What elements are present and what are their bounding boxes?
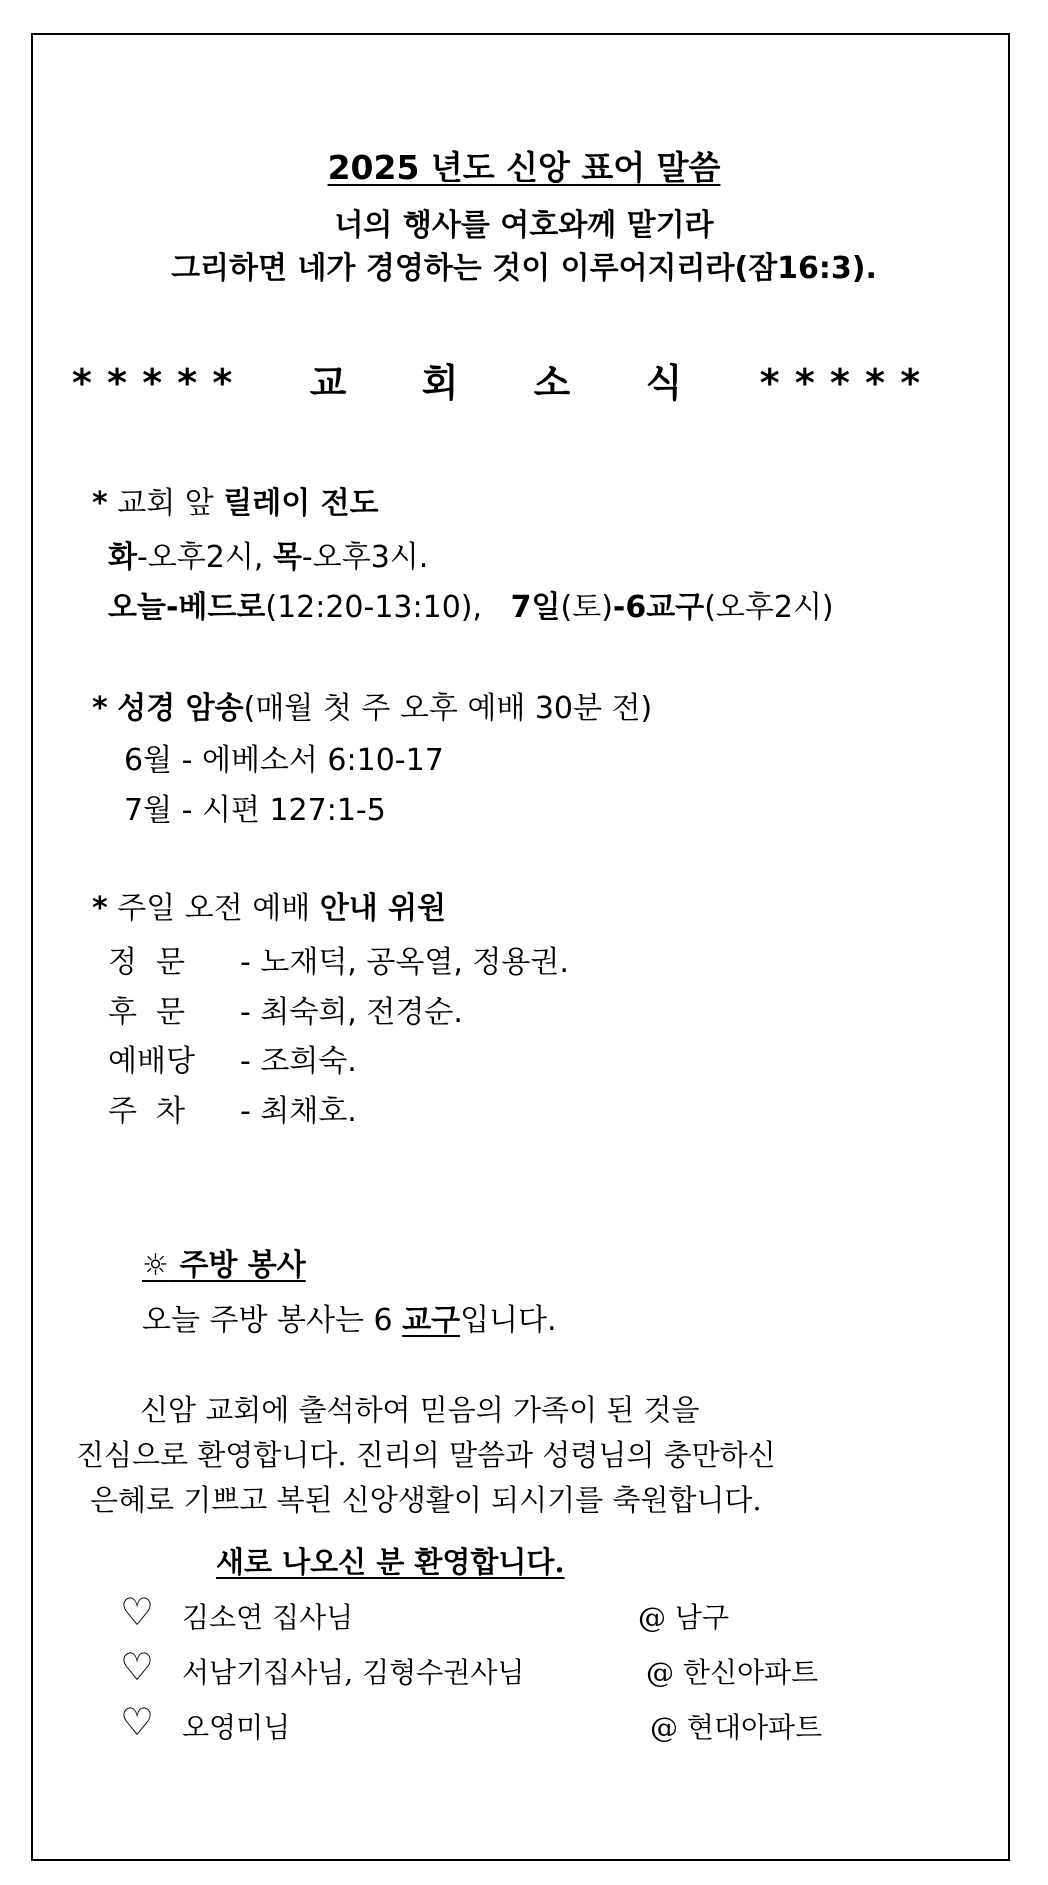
newcomer-row bbox=[120, 1590, 880, 1634]
sun-icon: ☼ bbox=[142, 1248, 169, 1283]
welcome-line-2: 진심으로 환영합니다. 진리의 말씀과 성령님의 충만하신 bbox=[76, 1438, 776, 1472]
verse-line-1: 너의 행사를 여호와께 맡기라 bbox=[334, 208, 714, 243]
welcome-line-1: 신암 교회에 출석하여 믿음의 가족이 된 것을 bbox=[140, 1393, 700, 1427]
welcome-line-3: 은혜로 기쁘고 복된 신앙생활이 되시기를 축원합니다. bbox=[90, 1483, 762, 1517]
newcomer-name: 오영미님 bbox=[182, 1711, 291, 1744]
newcomer-name: 김소연 집사님 bbox=[182, 1601, 354, 1634]
newcomer-name: 서남기집사님, 김형수권사님 bbox=[182, 1656, 525, 1689]
memorize-item-july: 7월 - 시편 127:1-5 bbox=[124, 793, 386, 828]
usher-row-parking: 주 차 - 최채호. bbox=[108, 1094, 357, 1129]
stars-left: * * * * * bbox=[72, 361, 234, 405]
motto-title: 2025 년도 신앙 표어 말씀 bbox=[327, 148, 721, 187]
newcomer-area: @ 남구 bbox=[638, 1601, 729, 1634]
memorize-section-title: * 성경 암송(매월 첫 주 오후 예배 30분 전) bbox=[92, 691, 653, 726]
stars-right: * * * * * bbox=[759, 361, 922, 405]
newcomer-row bbox=[120, 1700, 880, 1744]
heart-icon: ♡ bbox=[120, 1590, 155, 1634]
kitchen-text: 오늘 주방 봉사는 6 교구입니다. bbox=[142, 1303, 557, 1338]
newcomer-area: @ 한신아파트 bbox=[646, 1656, 819, 1689]
verse-line-2: 그리하면 네가 경영하는 것이 이루어지리라(잠16:3). bbox=[171, 251, 877, 286]
heart-icon: ♡ bbox=[120, 1700, 155, 1744]
ushers-section-title: * 주일 오전 예배 안내 위원 bbox=[92, 891, 447, 926]
newcomers-title: 새로 나오신 분 환영합니다. bbox=[216, 1545, 565, 1579]
kitchen-section-title: ☼ 주방 봉사 bbox=[142, 1248, 306, 1283]
relay-today: 오늘-베드로(12:20-13:10), 7일(토)-6교구(오후2시) bbox=[108, 590, 834, 625]
heart-icon: ♡ bbox=[120, 1645, 155, 1689]
newcomer-area: @ 현대아파트 bbox=[650, 1711, 823, 1744]
newcomer-row bbox=[120, 1645, 880, 1689]
news-heading: * * * * * 교 회 소 식 * * * * * bbox=[72, 361, 922, 405]
relay-schedule: 화-오후2시, 목-오후3시. bbox=[108, 540, 429, 575]
usher-row-back-gate: 후 문 - 최숙희, 전경순. bbox=[108, 995, 463, 1030]
relay-section-title: * 교회 앞 릴레이 전도 bbox=[92, 486, 379, 521]
memorize-item-june: 6월 - 에베소서 6:10-17 bbox=[124, 743, 444, 778]
usher-row-sanctuary: 예배당 - 조희숙. bbox=[108, 1044, 357, 1079]
usher-row-front-gate: 정 문 - 노재덕, 공옥열, 정용권. bbox=[108, 945, 569, 980]
